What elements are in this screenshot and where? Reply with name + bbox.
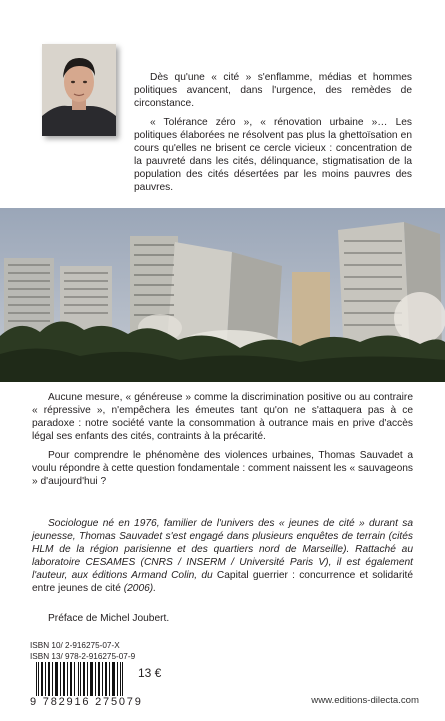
- isbn-block: [30, 640, 135, 662]
- bio-book-title: Capital guerrier : concurrence et solidarité entre jeunes de cité: [32, 570, 413, 594]
- author-portrait: [42, 44, 116, 136]
- preface-credit: Préface de Michel Joubert.: [48, 613, 170, 624]
- intro-text: [134, 71, 412, 201]
- intro-paragraph-1: Dès qu'une « cité » s'enflamme, médias et hommes politiques avancent, dans l'urgence, des remèdes de circonstance.: [134, 72, 412, 109]
- barcode-number: 9 782916 275079: [30, 696, 143, 708]
- bio-part-1: Sociologue né en 1976, familier de l'univers des « jeunes de cité » durant sa jeunesse, Thomas Sauvadet s'est engagé dans plusieurs enquêtes de terrain (cités HLM de la région parisienne et des quartiers nord de Marseille). Rattaché au laboratoire CESAMES (CNRS / INSERM / Université Paris V), il est également l'auteur, aux éditions Armand Colin, du: [32, 518, 413, 581]
- price: 13 €: [138, 666, 162, 680]
- bio-part-3: (2006).: [120, 583, 157, 594]
- middle-paragraph-2: Pour comprendre le phénomène des violences urbaines, Thomas Sauvadet a voulu répondre à cette question fondamentale : comment naissent les « sauvageons » d'aujourd'hui ?: [32, 450, 413, 487]
- middle-text: [32, 391, 413, 494]
- publisher-website: www.editions-dilecta.com: [311, 695, 419, 706]
- intro-paragraph-2: « Tolérance zéro », « rénovation urbaine »… Les politiques élaborées ne résolvent pas plus la ghettoïsation en cours qu'elles ne brisent ce cercle vicieux : concentration de la pauvreté dans les cités, délinquance, stigmatisation de la population des cités désertées par les moins pauvres des pauvres.: [134, 117, 412, 193]
- author-bio: [32, 517, 413, 595]
- middle-paragraph-1: Aucune mesure, « généreuse » comme la discrimination positive ou au contraire « répressive », n'empêchera les émeutes tant qu'on ne s'attaquera pas à ce paradoxe : notre société vante la consommation à outrance mais en prive d'accès légal ses enfants des cités, contraints à la précarité.: [32, 392, 413, 442]
- author-bio-paragraph: [32, 517, 413, 595]
- isbn-10: ISBN 10/ 2-916275-07-X: [30, 641, 120, 650]
- isbn-13: ISBN 13/ 978-2-916275-07-9: [30, 652, 136, 661]
- demolition-photo: [0, 208, 445, 382]
